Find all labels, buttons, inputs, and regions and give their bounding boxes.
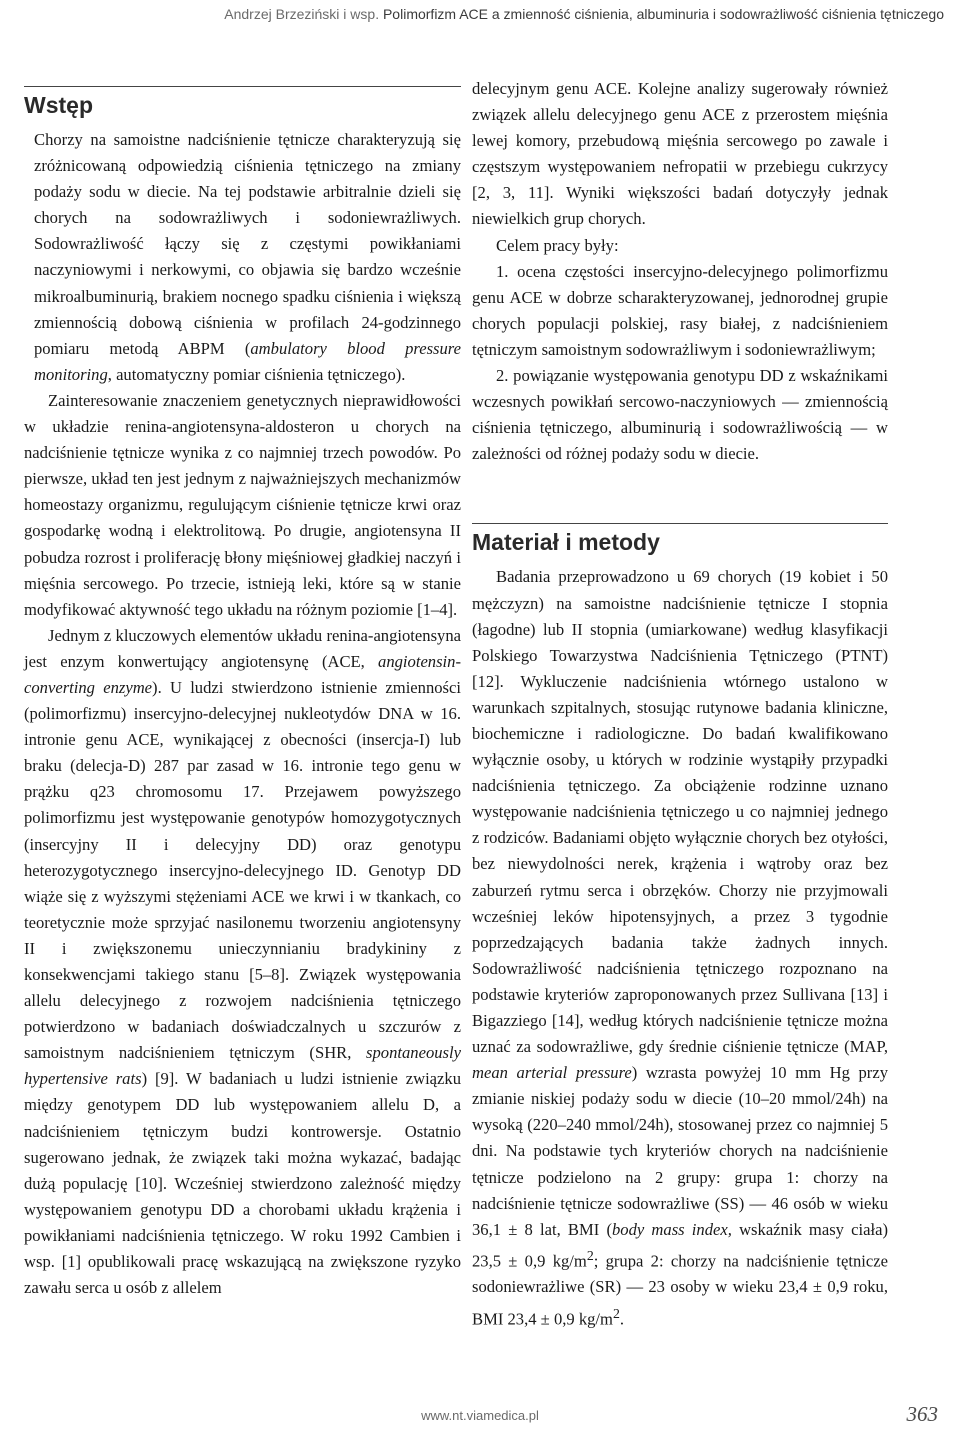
aim-item-1: 1. ocena częstości insercyjno-delecyjnego polimorfizmu genu ACE w dobrze scharakteryzowanej, jednorodnej grupie chorych populacji polskiej, rasy białej, z nadciśnieniem tętniczym samoistnym sodowrażliwym i sodoniewrażliwym; xyxy=(472,261,888,359)
methods-heading: Materiał i metody xyxy=(472,523,888,558)
methods-sup-2: 2 xyxy=(612,1305,620,1321)
intro-heading: Wstęp xyxy=(24,86,461,121)
intro-paragraph-3 xyxy=(24,623,461,1301)
methods-p1-italic-1: mean arterial pressure xyxy=(472,1063,632,1083)
aim-item-2: 2. powiązanie występowania genotypu DD z wskaźnikami wczesnych powikłań sercowo-naczyniowych — zmiennością ciśnienia tętniczego, albuminurią i sodowrażliwością — w zależności od różnej podaży sodu w diecie. xyxy=(472,366,888,464)
running-head-title: Polimorfizm ACE a zmienność ciśnienia, albuminuria i sodowrażliwość ciśnienia tętniczego xyxy=(382,6,944,22)
intro-p3-a: Jednym z kluczowych elementów układu renina-angiotensyna jest enzym konwertujący angiotensynę (ACE, xyxy=(24,625,461,671)
intro-p1-end: , automatyczny pomiar ciśnienia tętniczego). xyxy=(107,364,406,384)
footer-url[interactable]: www.nt.viamedica.pl xyxy=(421,1408,539,1423)
left-column xyxy=(24,78,461,1301)
intro-p1-text: Chorzy na samoistne nadciśnienie tętnicze charakteryzują się zróżnicowaną odpowiedzią ciśnienia tętniczego na zmiany podaży sodu w diecie. Na tej podstawie arbitralnie dzieli się chorych na sodowrażliwych i sodoniewrażliwych. Sodowrażliwość łączy się z częstymi powikłaniami naczyniowymi i nerkowymi, co objawia się bardzo wcześnie mikroalbuminurią, brakiem nocnego spadku ciśnienia i większą zmiennością dobową ciśnienia w profilach 24-godzinnego pomiaru metodą ABPM ( xyxy=(34,130,461,358)
methods-p1-b: ) wzrasta powyżej 10 mm Hg przy zmianie niskiej podaży sodu w diecie (10–20 mmol/24h) na wysoką (220–240 mmol/24h), stosowanej przez co najmniej 5 dni. Na podstawie tych kryteriów chorych na nadciśnienie tętnicze podzielono na 2 grupy: grupa 1: chorzy na nadciśnienie tętnicze sodowrażliwe (SS) — 46 osób w wieku 36,1 ± 8 lat, BMI ( xyxy=(472,1063,888,1239)
page-number: 363 xyxy=(906,1402,938,1426)
intro-p3-italic-2: spontaneously hypertensive rats xyxy=(24,1043,461,1089)
methods-p1-italic-2: body mass index, xyxy=(611,1219,732,1239)
intro-p3-italic-1: angiotensin-converting enzyme xyxy=(24,651,461,697)
running-head-authors: Andrzej Brzeziński i wsp. xyxy=(224,6,380,22)
intro-paragraph-2: Zainteresowanie znaczeniem genetycznych nieprawidłowości w układzie renina-angiotensyna-aldosteron u chorych na nadciśnienie tętnicze wynika z co najmniej trzech powodów. Po pierwsze, układ ten jest jednym z najważniejszych mechanizmów homeostazy organizmu, regulującym ciśnienie tętnicze krwi oraz gospodarkę wodną i elektrolitową. Po drugie, angiotensyna II pobudza rozrost i proliferację błony mięśniowej gładkiej naczyń i mięśnia sercowego. Po trzecie, istnieją leki, które są w stanie modyfikować aktywność tego układu na różnym poziomie [1–4]. xyxy=(24,390,461,619)
intro-paragraph-1 xyxy=(34,127,461,388)
methods-p1-c: wskaźnik masy ciała) 23,5 ± 0,9 kg/m xyxy=(472,1219,888,1271)
methods-sup-1: 2 xyxy=(586,1247,594,1263)
intro-p1-italic: ambulatory blood pressure monitoring xyxy=(34,338,461,384)
methods-p1-e: . xyxy=(619,1309,625,1329)
methods-p1-d: ; grupa 2: chorzy na nadciśnienie tętnicze sodoniewrażliwe (SR) — 23 osoby w wieku 23,4 ± 0,9 roku, BMI 23,4 ± 0,9 kg/m xyxy=(472,1251,888,1329)
methods-paragraph-1 xyxy=(472,564,888,1332)
aims-intro: Celem pracy były: xyxy=(496,235,619,255)
running-head xyxy=(16,6,944,22)
intro-p3-c: ) [9]. W badaniach u ludzi istnienie związku między genotypem DD lub występowaniem allelu D, a nadciśnieniem tętniczym budzi kontrowersje. Ostatnio sugerowano jednak, że związek taki można wykazać, badając dużą populację [10]. Wcześniej stwierdzono zależność między występowaniem genotypu DD a chorobami układu krążenia i powikłaniami nadciśnienia tętniczego. W roku 1992 Cambien i wsp. [1] opublikowali pracę wskazującą na zwiększone ryzyko zawału serca u osób z allelem xyxy=(24,1069,461,1298)
intro-p3-b: ). U ludzi stwierdzono istnienie zmienności (polimorfizmu) insercyjno-delecyjnej nukleotydów DNA w 16. intronie genu ACE, wynikającej z obecności (insercja-I) lub braku (delecja-D) 287 par zasad w 16. intronie tego genu w prążku q23 chromosomu 17. Przejawem powyższego polimorfizmu jest występowanie genotypów homozygotycznych (insercyjny II i delecyjny DD) oraz genotypu heterozygotycznego insercyjno-delecyjnego ID. Genotyp DD wiąże się z wyższymi stężeniami ACE we krwi i w tkankach, co teoretycznie może sprzyjać nasilonemu tworzeniu angiotensyny II i zwiększonemu unieczynnianiu bradykininy z konsekwencjami takiego stanu [5–8]. Związek występowania allelu delecyjnego z rozwojem nadciśnienia tętniczego potwierdzono w badaniach doświadczalnych u szczurów z samoistnym nadciśnieniem tętniczym (SHR, xyxy=(24,677,461,1063)
intro-continuation: delecyjnym genu ACE. Kolejne analizy sugerowały również związek allelu delecyjnego genu ACE z przerostem mięśnia lewej komory, przebudową mięśnia sercowego po zawale i częstszym występowaniem nefropatii w przebiegu cukrzycy [2, 3, 11]. Wyniki większości badań dotyczyły jednak niewielkich grup chorych. xyxy=(472,79,888,229)
methods-p1-a: Badania przeprowadzono u 69 chorych (19 kobiet i 50 mężczyzn) na samoistne nadciśnienie tętnicze I stopnia (łagodne) lub II stopnia (umiarkowane) według klasyfikacji Polskiego Towarzystwa Nadciśnienia Tętniczego (PTNT) [12]. Wykluczenie nadciśnienia wtórnego ustalono w warunkach szpitalnych, stosując rutynowe badania kliniczne, biochemiczne i radiologiczne. Do badań kwalifikowano wyłącznie osoby, u których w rodzinie wystąpiły przypadki nadciśnienia tętniczego. Za obciążenie rodzinne uznano występowanie nadciśnienia tętniczego u co najmniej jednego z rodziców. Badaniami objęto wyłącznie chorych bez otyłości, bez niewydolności nerek, krążenia i wątroby oraz bez zaburzeń rytmu serca i obrzęków. Chorzy nie przyjmowali wcześniej leków hipotensyjnych, a przez 3 tygodnie poprzedzających badania także żadnych innych. Sodowrażliwość nadciśnienia tętniczego rozpoznano na podstawie kryteriów zaproponowanych przez Sullivana [13] i Bigazziego [14], według których nadciśnienie tętnicze można uznać za sodowrażliwe, gdy średnie ciśnienie tętnicze (MAP, xyxy=(472,567,888,1057)
right-column xyxy=(472,76,888,1332)
